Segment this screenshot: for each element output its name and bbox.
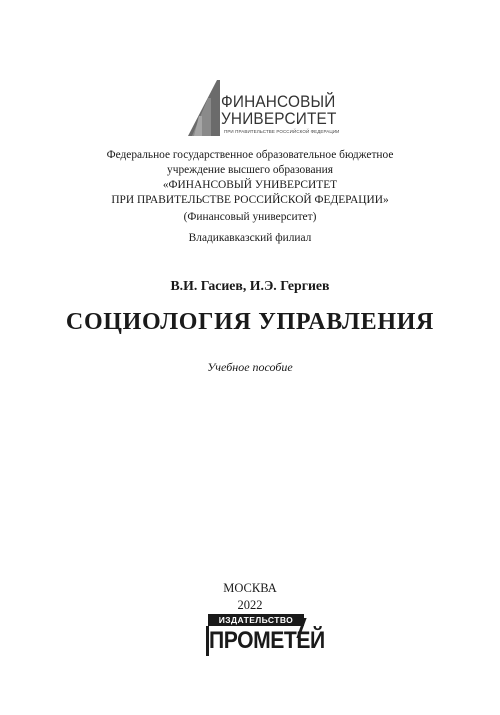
publisher-name: ПРОМЕТЕЙ — [209, 627, 325, 654]
publisher-logo — [202, 614, 325, 660]
institution-line: (Финансовый университет) — [183, 211, 317, 223]
publisher-logo-top: ИЗДАТЕЛЬСТВО — [208, 614, 304, 626]
publication-year: 2022 — [237, 598, 263, 612]
institution-line: ПРИ ПРАВИТЕЛЬСТВЕ РОССИЙСКОЙ ФЕДЕРАЦИИ» — [111, 194, 389, 206]
institution-line: Федеральное государственное образовательное бюджетное — [106, 149, 394, 161]
university-logo-name: ФИНАНСОВЫЙ УНИВЕРСИТЕТ — [221, 93, 337, 128]
university-logo-subtitle: ПРИ ПРАВИТЕЛЬСТВЕ РОССИЙСКОЙ ФЕДЕРАЦИИ — [224, 129, 340, 134]
institution-line: «ФИНАНСОВЫЙ УНИВЕРСИТЕТ — [162, 179, 338, 191]
book-subtitle: Учебное пособие — [207, 360, 293, 374]
institution-line: учреждение высшего образования — [167, 164, 333, 176]
university-emblem-icon — [180, 78, 222, 138]
publication-city: МОСКВА — [223, 581, 277, 595]
university-logo — [180, 78, 360, 140]
book-title: СОЦИОЛОГИЯ УПРАВЛЕНИЯ — [65, 309, 435, 335]
branch-name: Владикавказский филиал — [188, 232, 312, 244]
authors: В.И. Гасиев, И.Э. Гергиев — [170, 278, 330, 293]
